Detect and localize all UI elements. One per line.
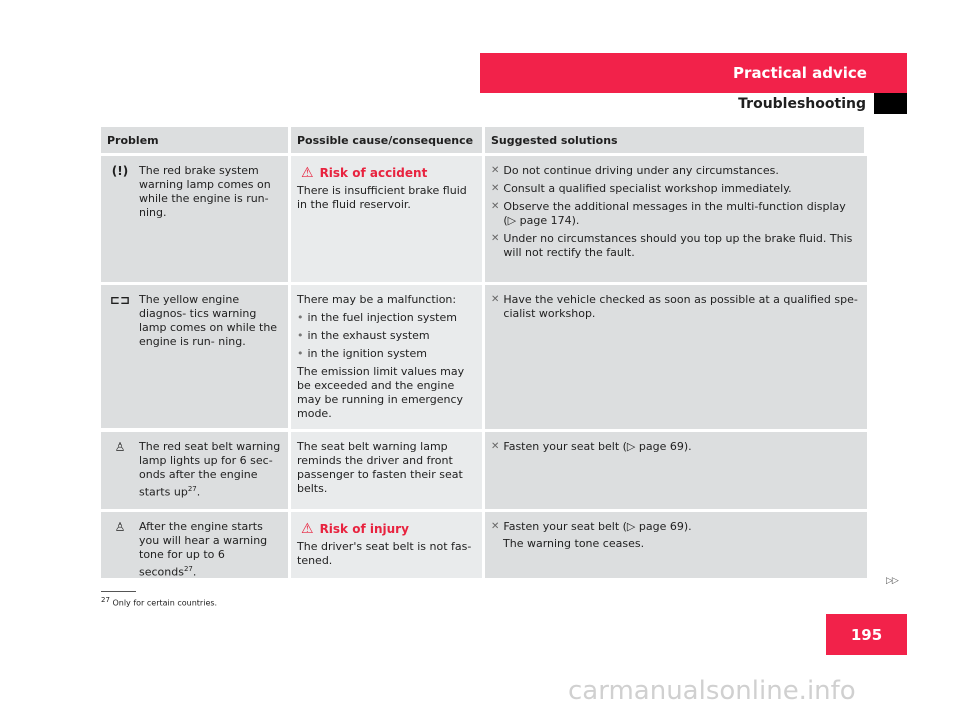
- bullet-x-icon: ✕: [491, 233, 500, 244]
- footnote-text: Only for certain countries.: [112, 598, 218, 608]
- cause-text: There may be a malfunction:: [297, 293, 457, 306]
- solution-text: Under no circumstances should you top up the brake fluid. This will not rectify the fault.: [503, 232, 853, 259]
- problem-main: The red seat belt warning lamp lights up for 6 sec- onds after the engine starts up: [139, 440, 281, 499]
- footnote: [101, 596, 217, 608]
- troubleshooting-table: [101, 127, 867, 578]
- problem-text: The yellow engine diagnos- tics warning lamp comes on while the engine is run- ning.: [139, 293, 278, 348]
- subsection-title: Troubleshooting: [738, 96, 866, 112]
- problem-end: .: [192, 565, 197, 579]
- table-row-cause: [291, 156, 485, 282]
- table-row-problem: [101, 512, 291, 578]
- page-number: 195: [826, 614, 907, 655]
- footnote-ref: 27: [183, 565, 193, 573]
- seat-belt-icon: ♙: [114, 520, 126, 534]
- cause-text: The driver's seat belt is not fas- tened.: [297, 540, 472, 567]
- seat-belt-icon: ♙: [114, 440, 126, 454]
- header-marker: [874, 93, 907, 114]
- problem-text: The red brake system warning lamp comes on while the engine is run- ning.: [139, 164, 271, 219]
- section-header: Practical advice: [480, 53, 907, 93]
- cause-point: in the ignition system: [307, 347, 427, 360]
- cause-text: The seat belt warning lamp reminds the driver and front passenger to fasten their seat belts.: [297, 440, 463, 495]
- bullet-x-icon: ✕: [491, 294, 500, 305]
- table-row-problem: [101, 285, 291, 428]
- table-row-solutions: [485, 156, 867, 282]
- solution-text: Fasten your seat belt (▷ page 69).: [503, 520, 692, 533]
- solution-text: Fasten your seat belt (▷ page 69).: [503, 440, 692, 453]
- table-row-cause: [291, 285, 485, 429]
- risk-warning: [301, 166, 476, 180]
- table-row-cause: [291, 512, 485, 578]
- column-header-solutions: Suggested solutions: [485, 127, 867, 153]
- bullet-x-icon: ✕: [491, 201, 500, 212]
- cause-point: in the exhaust system: [307, 329, 430, 342]
- watermark: carmanualsonline.info: [568, 676, 856, 706]
- bullet-dot-icon: •: [297, 311, 304, 324]
- continued-marker: ▷▷: [886, 576, 898, 586]
- bullet-dot-icon: •: [297, 347, 304, 360]
- table-row-solutions: [485, 432, 867, 509]
- bullet-x-icon: ✕: [491, 183, 500, 194]
- cause-point: in the fuel injection system: [307, 311, 457, 324]
- table-row-problem: [101, 432, 291, 509]
- footnote-rule: [101, 591, 136, 592]
- problem-end: .: [196, 485, 201, 499]
- bullet-dot-icon: •: [297, 329, 304, 342]
- bullet-x-icon: ✕: [491, 521, 500, 532]
- risk-warning: [301, 522, 476, 536]
- warning-label: Risk of accident: [319, 166, 428, 180]
- table-row-problem: [101, 156, 291, 282]
- warning-triangle-icon: ⚠: [301, 521, 314, 537]
- warning-label: Risk of injury: [319, 522, 409, 536]
- solution-text: Do not continue driving under any circumstances.: [503, 164, 779, 177]
- table-row-solutions: [485, 285, 867, 429]
- problem-text: [139, 520, 282, 580]
- bullet-x-icon: ✕: [491, 165, 500, 176]
- cause-text: There is insufficient brake fluid in the fluid reservoir.: [297, 184, 467, 211]
- bullet-x-icon: ✕: [491, 441, 500, 452]
- solution-text: Consult a qualified specialist workshop immediately.: [503, 182, 792, 195]
- footnote-ref: 27: [187, 485, 197, 493]
- problem-main: After the engine starts you will hear a warning tone for up to 6 seconds: [139, 520, 268, 579]
- table-row-solutions: [485, 512, 867, 578]
- column-header-problem: Problem: [101, 127, 291, 153]
- solution-note: The warning tone ceases.: [503, 537, 645, 550]
- solution-text: Have the vehicle checked as soon as possible at a qualified spe- cialist workshop.: [503, 293, 858, 320]
- solution-text: Observe the additional messages in the multi-function display (▷ page 174).: [503, 200, 846, 227]
- cause-consequence: The emission limit values may be exceeded and the engine may be running in emergency mode.: [297, 365, 465, 420]
- engine-diagnosis-icon: ⊏⊐: [109, 293, 131, 307]
- problem-text: [139, 440, 282, 500]
- column-header-cause: Possible cause/consequence: [291, 127, 485, 153]
- warning-triangle-icon: ⚠: [301, 165, 314, 181]
- brake-warning-icon: (!): [111, 164, 129, 178]
- footnote-number: 27: [101, 596, 110, 604]
- table-row-cause: [291, 432, 485, 509]
